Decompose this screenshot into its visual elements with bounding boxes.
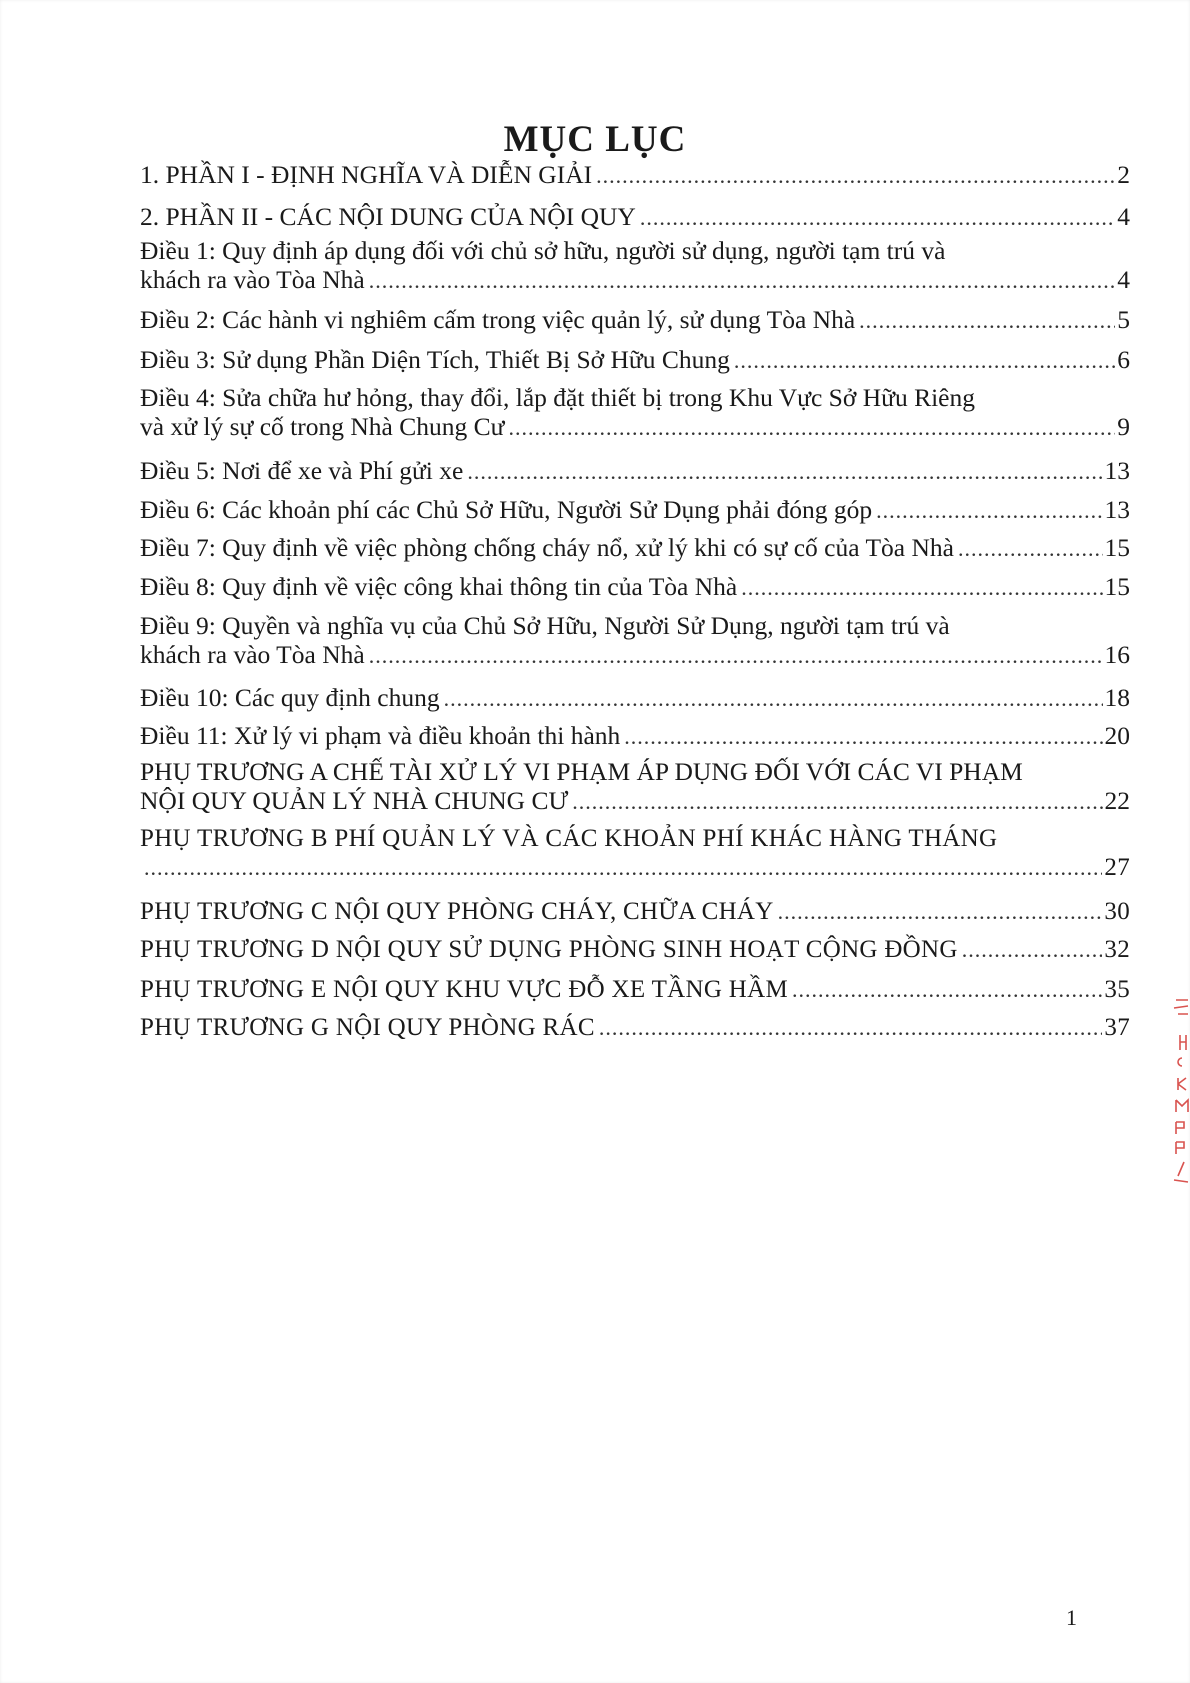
toc-page-number: 16 xyxy=(1104,640,1130,669)
toc-entry[interactable] xyxy=(140,383,1130,442)
dot-leader xyxy=(508,413,1115,442)
toc-entry-text: Điều 3: Sử dụng Phần Diện Tích, Thiết Bị Sở Hữu Chung xyxy=(140,345,730,374)
toc-page-number: 5 xyxy=(1117,305,1130,334)
toc-entry[interactable] xyxy=(140,897,1130,926)
toc-entry[interactable] xyxy=(140,935,1130,964)
toc-entry[interactable] xyxy=(140,345,1130,375)
dot-leader xyxy=(640,203,1115,232)
toc-entry[interactable] xyxy=(140,683,1130,713)
toc-entry-text: Điều 11: Xử lý vi phạm và điều khoản thi hành xyxy=(140,721,621,750)
toc-entry[interactable] xyxy=(140,824,1130,882)
toc-entry-text: và xử lý sự cố trong Nhà Chung Cư xyxy=(140,412,505,441)
toc-entry[interactable] xyxy=(140,572,1130,602)
toc-entry-line: Điều 1: Quy định áp dụng đối với chủ sở hữu, người sử dụng, người tạm trú và xyxy=(140,236,946,265)
toc-page-number: 27 xyxy=(1104,854,1130,881)
toc-entry-text: Điều 6: Các khoản phí các Chủ Sở Hữu, Người Sử Dụng phải đóng góp xyxy=(140,495,873,524)
toc-entry-text: Điều 2: Các hành vi nghiêm cấm trong việc quản lý, sử dụng Tòa Nhà xyxy=(140,305,856,334)
dot-leader xyxy=(792,975,1102,1004)
toc-entry[interactable] xyxy=(140,1013,1130,1042)
dot-leader xyxy=(859,306,1115,335)
toc-page-number: 15 xyxy=(1104,572,1130,601)
dot-leader xyxy=(778,897,1103,926)
dot-leader xyxy=(444,684,1103,713)
toc-entry[interactable] xyxy=(140,456,1130,486)
toc-entry-text: PHỤ TRƯƠNG C NỘI QUY PHÒNG CHÁY, CHỮA CHÁY xyxy=(140,898,774,925)
toc-entry[interactable] xyxy=(140,975,1130,1004)
toc-entry-text: PHỤ TRƯƠNG E NỘI QUY KHU VỰC ĐỖ XE TẦNG HẦM xyxy=(140,976,788,1003)
toc-page-number: 15 xyxy=(1104,533,1130,562)
dot-leader xyxy=(741,573,1102,602)
toc-page-number: 2 xyxy=(1117,160,1130,189)
toc-page-number: 9 xyxy=(1117,412,1130,441)
dot-leader xyxy=(624,722,1102,751)
toc-entry-text: NỘI QUY QUẢN LÝ NHÀ CHUNG CƯ xyxy=(140,786,569,815)
dot-leader xyxy=(596,161,1115,190)
toc-page-number: 4 xyxy=(1117,202,1130,231)
toc-entry-line: Điều 9: Quyền và nghĩa vụ của Chủ Sở Hữu, Người Sử Dụng, người tạm trú và xyxy=(140,611,950,640)
toc-page-number: 20 xyxy=(1104,721,1130,750)
toc-entry-text: Điều 10: Các quy định chung xyxy=(140,683,440,712)
toc-entry[interactable] xyxy=(140,305,1130,335)
toc-entry-text: Điều 7: Quy định về việc phòng chống cháy nổ, xử lý khi có sự cố của Tòa Nhà xyxy=(140,533,954,562)
toc-page-number: 6 xyxy=(1117,345,1130,374)
toc-page-number: 30 xyxy=(1104,898,1130,925)
page-number: 1 xyxy=(1066,1605,1077,1630)
toc-entry-line: Điều 4: Sửa chữa hư hỏng, thay đổi, lắp đặt thiết bị trong Khu Vực Sở Hữu Riêng xyxy=(140,383,975,412)
toc-page-number: 35 xyxy=(1104,976,1130,1003)
dot-leader xyxy=(369,266,1116,295)
toc-entry[interactable] xyxy=(140,495,1130,525)
toc-entry[interactable] xyxy=(140,160,1130,190)
toc-page-number: 4 xyxy=(1117,265,1130,294)
toc-page-number: 13 xyxy=(1104,456,1130,485)
toc-entry-text: 2. PHẦN II - CÁC NỘI DUNG CỦA NỘI QUY xyxy=(140,202,636,231)
toc-entry-line: PHỤ TRƯƠNG B PHÍ QUẢN LÝ VÀ CÁC KHOẢN PHÍ KHÁC HÀNG THÁNG xyxy=(140,825,998,852)
toc-entry-text: Điều 8: Quy định về việc công khai thông tin của Tòa Nhà xyxy=(140,572,738,601)
toc-entry[interactable] xyxy=(140,202,1130,232)
dot-leader xyxy=(144,853,1102,882)
toc-entry[interactable] xyxy=(140,533,1130,563)
dot-leader xyxy=(599,1013,1103,1042)
red-stamp-fragment xyxy=(1170,990,1190,1190)
toc-title: MỤC LỤC xyxy=(503,119,687,160)
toc-entry-line: PHỤ TRƯƠNG A CHẾ TÀI XỬ LÝ VI PHẠM ÁP DỤNG ĐỐI VỚI CÁC VI PHẠM xyxy=(140,757,1023,786)
toc-entry[interactable] xyxy=(140,721,1130,751)
toc-page-number: 37 xyxy=(1104,1014,1130,1041)
dot-leader xyxy=(734,346,1115,375)
toc-page-number: 22 xyxy=(1104,786,1130,815)
toc-entry[interactable] xyxy=(140,611,1130,670)
toc-entry-text: 1. PHẦN I - ĐỊNH NGHĨA VÀ DIỄN GIẢI xyxy=(140,160,593,189)
toc-page-number: 32 xyxy=(1104,936,1130,963)
dot-leader xyxy=(962,935,1103,964)
toc-entry[interactable] xyxy=(140,757,1130,816)
toc-entry-text: khách ra vào Tòa Nhà xyxy=(140,265,365,294)
toc-page-number: 13 xyxy=(1104,495,1130,524)
dot-leader xyxy=(369,641,1103,670)
toc-entry-text: Điều 5: Nơi để xe và Phí gửi xe xyxy=(140,456,464,485)
toc-page-number: 18 xyxy=(1104,683,1130,712)
toc-entry-text: khách ra vào Tòa Nhà xyxy=(140,640,365,669)
toc-entry-text: PHỤ TRƯƠNG G NỘI QUY PHÒNG RÁC xyxy=(140,1014,595,1041)
dot-leader xyxy=(467,457,1102,486)
dot-leader xyxy=(876,496,1102,525)
toc-entry-text: PHỤ TRƯƠNG D NỘI QUY SỬ DỤNG PHÒNG SINH HOẠT CỘNG ĐỒNG xyxy=(140,936,958,963)
dot-leader xyxy=(572,787,1102,816)
toc-entry[interactable] xyxy=(140,236,1130,295)
dot-leader xyxy=(958,534,1103,563)
